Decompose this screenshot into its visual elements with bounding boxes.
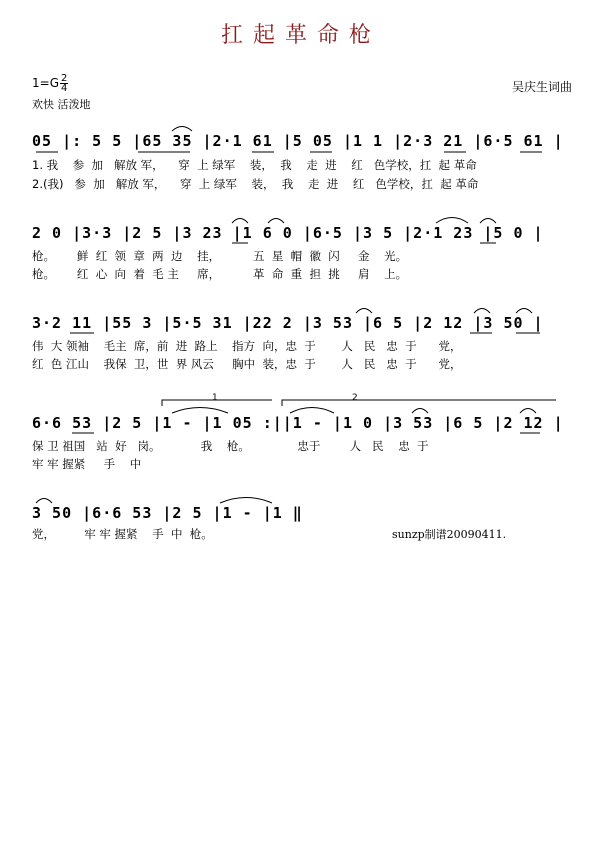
composer-credit: 吴庆生词曲 bbox=[511, 80, 572, 94]
lyric-row-4-verse-1: 保 卫 祖国 站 好 岗。 我 枪。 忠于 人 民 忠 于 bbox=[32, 439, 429, 453]
volta-1-label: 1 bbox=[212, 393, 218, 403]
key-label: 1=G bbox=[32, 76, 59, 90]
lyric-row-2-verse-2: 枪。 红 心 向 着 毛 主 席， 革 命 重 担 挑 肩 上。 bbox=[32, 267, 408, 281]
beam-underlines bbox=[36, 152, 542, 433]
lyric-row-3-verse-2: 红 色 江山 我保 卫，世 界 风云 胸中 装，忠 于 人 民 忠 于 党， bbox=[32, 357, 462, 371]
tempo-marking: 欢快 活泼地 bbox=[32, 98, 91, 111]
volta-brackets bbox=[162, 400, 556, 406]
notation-row-1: 05 |: 5 5 |65 35 |2·1 61 |5 05 |1 1 |2·3 21 |6·5 61 | bbox=[32, 132, 564, 150]
slur-marks bbox=[36, 127, 536, 504]
volta-2-label: 2 bbox=[352, 393, 358, 403]
notation-row-2: 2 0 |3·3 |2 5 |3 23 |1 6 0 |6·5 |3 5 |2·1 23 |5 0 | bbox=[32, 224, 544, 242]
lyric-row-1-verse-2: 2.(我) 参 加 解放 军， 穿 上 绿军 装， 我 走 进 红 色学校，扛 起 革命 bbox=[32, 177, 479, 191]
notation-row-4: 6·6 53 |2 5 |1 - |1 05 :||1 - |1 0 |3 53 |6 5 |2 12 | bbox=[32, 414, 564, 432]
lyric-row-2-verse-1: 枪。 鲜 红 领 章 两 边 挂， 五 星 帽 徽 闪 金 光。 bbox=[32, 249, 408, 263]
song-title: 扛起革命枪 bbox=[220, 23, 381, 48]
notation-row-3: 3·2 11 |55 3 |5·5 31 |22 2 |3 53 |6 5 |2 12 |3 50 | bbox=[32, 314, 544, 332]
time-sig-denominator: 4 bbox=[61, 83, 68, 94]
transcriber-credit: sunzp制谱20090411. bbox=[392, 528, 507, 541]
lyric-row-3-verse-1: 伟 大 领袖 毛主 席，前 进 路上 指方 向，忠 于 人 民 忠 于 党， bbox=[32, 339, 462, 353]
time-sig-numerator: 2 bbox=[61, 73, 68, 84]
lyric-row-1-verse-1: 1. 我 参 加 解放 军， 穿 上 绿军 装， 我 走 进 红 色学校，扛 起 革命 bbox=[32, 158, 477, 172]
lyric-row-4-verse-2: 牢 牢 握紧 手 中 bbox=[32, 457, 142, 471]
notation-row-5: 3 50 |6·6 53 |2 5 |1 - |1 ‖ bbox=[32, 504, 303, 522]
lyric-row-5-verse-1: 党， 牢 牢 握紧 手 中 枪。 bbox=[32, 527, 213, 541]
